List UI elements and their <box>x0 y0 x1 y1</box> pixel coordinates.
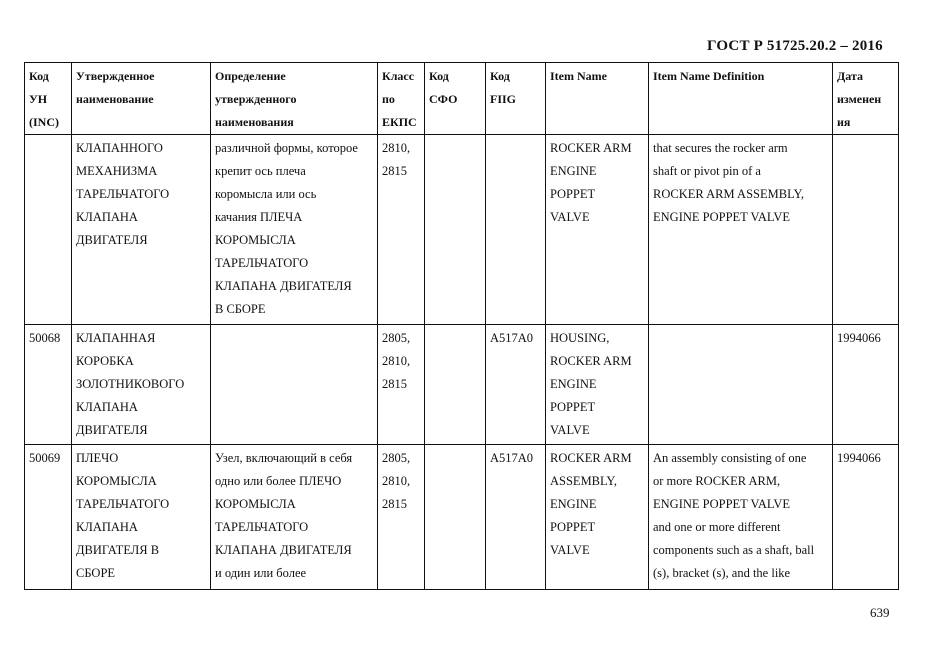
text-line: ROCKER ARM <box>550 141 632 155</box>
text-line: A517A0 <box>490 331 534 345</box>
text-line: УН <box>29 92 48 106</box>
text-line: and one or more different <box>653 520 781 534</box>
text-line: Дата <box>837 69 863 83</box>
text-line: FIIG <box>490 92 517 106</box>
text-line: ТАРЕЛЬЧАТОГО <box>215 520 309 534</box>
text-line: 2815 <box>382 377 407 391</box>
text-line: КЛАПАНА <box>76 210 138 224</box>
text-line: ТАРЕЛЬЧАТОГО <box>76 187 170 201</box>
text-line: VALVE <box>550 543 590 557</box>
text-line: Код <box>490 69 510 83</box>
text-line: качания ПЛЕЧА <box>215 210 303 224</box>
text-line: VALVE <box>550 210 590 224</box>
text-line: ENGINE <box>550 497 597 511</box>
text-line: ЗОЛОТНИКОВОГО <box>76 377 185 391</box>
text-line: ДВИГАТЕЛЯ <box>76 233 148 247</box>
cell-item-name-definition <box>649 325 833 445</box>
cell-approved-name <box>72 445 211 590</box>
text-line: ASSEMBLY, <box>550 474 617 488</box>
text-line: POPPET <box>550 520 596 534</box>
text-line: 2810, <box>382 474 411 488</box>
text-line: КЛАПАНА ДВИГАТЕЛЯ <box>215 279 352 293</box>
text-line: Узел, включающий в себя <box>215 451 353 465</box>
text-line: ENGINE <box>550 164 597 178</box>
text-line: КОРОБКА <box>76 354 134 368</box>
text-line: Код <box>29 69 49 83</box>
text-line: ТАРЕЛЬЧАТОГО <box>215 256 309 270</box>
table-header-row <box>25 63 899 135</box>
text-line: 50069 <box>29 451 61 465</box>
cell-fiig-code <box>486 135 546 325</box>
table-row <box>25 135 899 325</box>
cell-item-name-definition <box>649 135 833 325</box>
column-header-item-name-definition <box>649 63 833 135</box>
text-line: Класс <box>382 69 415 83</box>
text-line: 2805, <box>382 331 411 345</box>
text-line: A517A0 <box>490 451 534 465</box>
text-line: наименование <box>76 92 154 106</box>
column-header-item-name <box>546 63 649 135</box>
text-line: ЕКПС <box>382 115 417 129</box>
cell-ekps-class <box>378 325 425 445</box>
text-line: ROCKER ARM <box>550 451 632 465</box>
text-line: различной формы, которое <box>215 141 358 155</box>
cell-name-definition <box>211 325 378 445</box>
text-line: КЛАПАННАЯ <box>76 331 156 345</box>
text-line: коромысла или ось <box>215 187 317 201</box>
cell-change-date <box>833 445 899 590</box>
text-line: КЛАПАНА <box>76 400 138 414</box>
text-line: 50068 <box>29 331 61 345</box>
cell-change-date <box>833 135 899 325</box>
column-header-fiig-code <box>486 63 546 135</box>
text-line: POPPET <box>550 400 596 414</box>
cell-name-definition <box>211 445 378 590</box>
text-line: В СБОРЕ <box>215 302 266 316</box>
text-line: КОРОМЫСЛА <box>76 474 157 488</box>
text-line: Определение <box>215 69 286 83</box>
text-line: ENGINE <box>550 377 597 391</box>
text-line: HOUSING, <box>550 331 610 345</box>
cell-inc-code <box>25 325 72 445</box>
text-line: КЛАПАННОГО <box>76 141 163 155</box>
text-line: СФО <box>429 92 458 106</box>
text-line: и один или более <box>215 566 307 580</box>
text-line: МЕХАНИЗМА <box>76 164 158 178</box>
text-line: Item Name Definition <box>653 69 765 83</box>
column-header-inc-code <box>25 63 72 135</box>
cell-item-name <box>546 135 649 325</box>
cell-fiig-code <box>486 445 546 590</box>
cell-sfo-code <box>425 325 486 445</box>
page-number: 639 <box>870 605 890 620</box>
cell-sfo-code <box>425 445 486 590</box>
text-line: ROCKER ARM <box>550 354 632 368</box>
text-line: ПЛЕЧО <box>76 451 119 465</box>
column-header-sfo-code <box>425 63 486 135</box>
text-line: or more ROCKER ARM, <box>653 474 781 488</box>
table-row <box>25 325 899 445</box>
text-line: СБОРЕ <box>76 566 116 580</box>
text-line: наименования <box>215 115 294 129</box>
text-line: Утвержденное <box>76 69 155 83</box>
text-line: одно или более ПЛЕЧО <box>215 474 342 488</box>
text-line: крепит ось плеча <box>215 164 306 178</box>
column-header-change-date <box>833 63 899 135</box>
cell-inc-code <box>25 445 72 590</box>
cell-change-date <box>833 325 899 445</box>
cell-item-name <box>546 325 649 445</box>
text-line: ия <box>837 115 851 129</box>
text-line: по <box>382 92 395 106</box>
text-line: 2815 <box>382 164 407 178</box>
cell-ekps-class <box>378 135 425 325</box>
classification-table <box>24 62 899 590</box>
text-line: КОРОМЫСЛА <box>215 497 296 511</box>
text-line: 2810, <box>382 354 411 368</box>
text-line: 1994066 <box>837 331 881 345</box>
text-line: 2810, <box>382 141 411 155</box>
cell-approved-name <box>72 135 211 325</box>
text-line: утвержденного <box>215 92 297 106</box>
text-line: (s), bracket (s), and the like <box>653 566 791 580</box>
cell-sfo-code <box>425 135 486 325</box>
text-line: (INC) <box>29 115 59 129</box>
text-line: КОРОМЫСЛА <box>215 233 296 247</box>
cell-name-definition <box>211 135 378 325</box>
document-standard-title: ГОСТ Р 51725.20.2 – 2016 <box>707 38 883 54</box>
column-header-ekps-class <box>378 63 425 135</box>
text-line: 2805, <box>382 451 411 465</box>
text-line: An assembly consisting of one <box>653 451 807 465</box>
column-header-approved-name <box>72 63 211 135</box>
text-line: 1994066 <box>837 451 881 465</box>
text-line: ДВИГАТЕЛЯ В <box>76 543 160 557</box>
text-line: ROCKER ARM ASSEMBLY, <box>653 187 804 201</box>
text-line: КЛАПАНА ДВИГАТЕЛЯ <box>215 543 352 557</box>
text-line: КЛАПАНА <box>76 520 138 534</box>
text-line: that secures the rocker arm <box>653 141 788 155</box>
cell-approved-name <box>72 325 211 445</box>
text-line: ТАРЕЛЬЧАТОГО <box>76 497 170 511</box>
text-line: ENGINE POPPET VALVE <box>653 210 791 224</box>
text-line: изменен <box>837 92 882 106</box>
text-line: ENGINE POPPET VALVE <box>653 497 791 511</box>
text-line: 2815 <box>382 497 407 511</box>
text-line: Код <box>429 69 449 83</box>
cell-ekps-class <box>378 445 425 590</box>
cell-item-name <box>546 445 649 590</box>
text-line: POPPET <box>550 187 596 201</box>
text-line: ДВИГАТЕЛЯ <box>76 423 148 437</box>
text-line: VALVE <box>550 423 590 437</box>
cell-inc-code <box>25 135 72 325</box>
cell-fiig-code <box>486 325 546 445</box>
text-line: components such as a shaft, ball <box>653 543 815 557</box>
text-line: shaft or pivot pin of a <box>653 164 761 178</box>
cell-item-name-definition <box>649 445 833 590</box>
column-header-name-definition <box>211 63 378 135</box>
text-line: Item Name <box>550 69 607 83</box>
table-row <box>25 445 899 590</box>
